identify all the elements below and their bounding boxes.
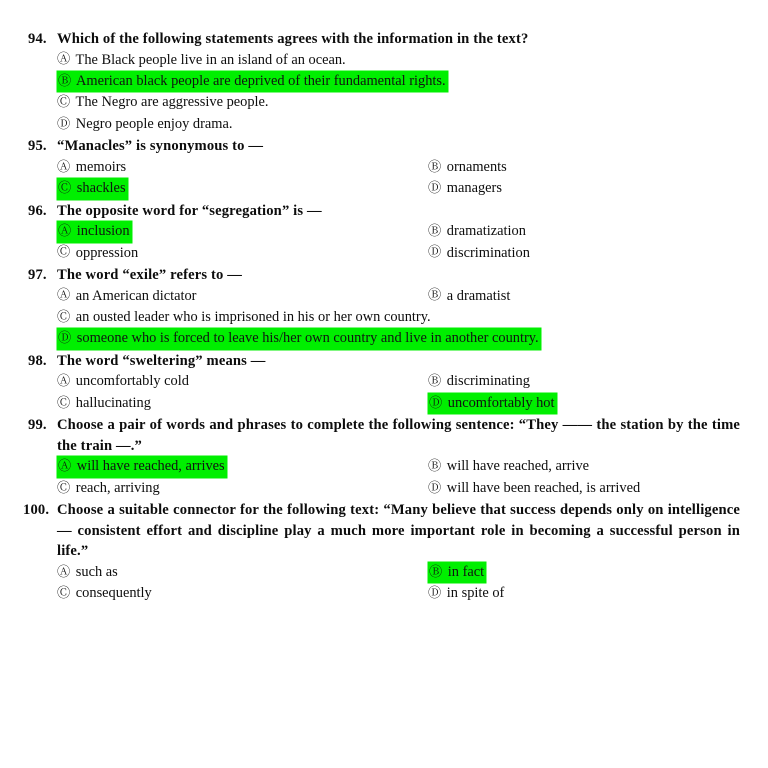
option-body xyxy=(428,562,486,583)
option-marker-icon: Ⓑ xyxy=(428,159,442,175)
question-text: Which of the following statements agrees with the information in the text? xyxy=(57,31,529,47)
option-marker-icon: Ⓑ xyxy=(428,459,442,475)
option-body xyxy=(428,456,590,477)
question-heading xyxy=(28,136,740,157)
option-marker-icon: Ⓒ xyxy=(57,480,71,496)
option-label: in fact xyxy=(447,564,485,581)
option-row xyxy=(57,478,740,499)
option-label: such as xyxy=(75,564,118,581)
option-row xyxy=(57,92,740,113)
option-body xyxy=(428,583,505,604)
option-row xyxy=(57,243,740,264)
option-d[interactable] xyxy=(428,243,531,264)
option-d[interactable] xyxy=(428,583,505,604)
option-marker-icon: Ⓓ xyxy=(428,586,442,602)
option-row xyxy=(57,178,740,199)
question-heading xyxy=(28,201,740,222)
option-d[interactable] xyxy=(57,114,740,135)
question-text: Choose a suitable connector for the following text: “Many believe that success depends only on intelligence — consistent effort and discipline play a much more important role in becoming a successful person in life.” xyxy=(57,502,740,560)
option-label: will have been reached, is arrived xyxy=(446,479,641,496)
option-body xyxy=(57,71,448,92)
option-body xyxy=(57,243,139,264)
option-label: a dramatist xyxy=(446,287,511,304)
question-text: The opposite word for “segregation” is — xyxy=(57,202,322,219)
option-marker-icon: Ⓑ xyxy=(58,73,72,89)
option-label: uncomfortably hot xyxy=(447,394,555,411)
option-c[interactable] xyxy=(57,583,428,604)
option-row xyxy=(57,71,740,92)
option-body xyxy=(428,478,641,499)
option-b[interactable] xyxy=(428,562,486,583)
question-block xyxy=(28,201,740,264)
question-list xyxy=(23,29,740,606)
option-row xyxy=(57,456,740,477)
option-marker-icon: Ⓑ xyxy=(428,223,442,239)
option-marker-icon: Ⓒ xyxy=(58,180,72,196)
option-group xyxy=(28,221,740,264)
option-label: oppression xyxy=(75,244,139,261)
question-block xyxy=(28,351,740,414)
option-body xyxy=(57,562,119,583)
option-marker-icon: Ⓐ xyxy=(57,288,71,304)
option-body xyxy=(428,221,527,242)
question-block xyxy=(23,500,740,605)
option-body xyxy=(57,371,190,392)
option-b[interactable] xyxy=(428,456,590,477)
option-body xyxy=(57,221,132,242)
option-marker-icon: Ⓑ xyxy=(428,288,442,304)
option-c[interactable] xyxy=(57,178,428,199)
question-number: 99. xyxy=(28,417,47,434)
option-c[interactable] xyxy=(57,478,428,499)
question-block xyxy=(28,415,740,499)
option-row xyxy=(57,562,740,583)
option-c[interactable] xyxy=(57,307,740,328)
option-label: discrimination xyxy=(446,244,530,261)
question-text: “Manacles” is synonymous to — xyxy=(57,138,264,155)
question-number: 98. xyxy=(28,352,47,369)
option-marker-icon: Ⓒ xyxy=(57,395,71,411)
option-label: shackles xyxy=(76,180,126,197)
option-group xyxy=(28,157,740,200)
option-label: inclusion xyxy=(76,223,130,240)
question-number: 97. xyxy=(28,267,47,284)
option-group xyxy=(28,371,740,414)
option-c[interactable] xyxy=(57,393,428,414)
option-body xyxy=(428,157,508,178)
question-text: The word “exile” refers to — xyxy=(57,267,242,284)
option-d[interactable] xyxy=(57,328,740,349)
option-a[interactable] xyxy=(57,221,428,242)
option-body xyxy=(57,157,127,178)
option-c[interactable] xyxy=(57,92,740,113)
question-number: 96. xyxy=(28,202,47,219)
option-label: consequently xyxy=(75,585,152,602)
question-heading xyxy=(28,351,740,372)
option-a[interactable] xyxy=(57,562,428,583)
option-marker-icon: Ⓑ xyxy=(429,564,443,580)
option-body xyxy=(57,328,541,349)
option-d[interactable] xyxy=(428,393,557,414)
option-marker-icon: Ⓐ xyxy=(57,52,71,68)
option-body xyxy=(57,456,227,477)
option-a[interactable] xyxy=(57,50,740,71)
option-label: The Negro are aggressive people. xyxy=(75,94,269,111)
option-marker-icon: Ⓐ xyxy=(57,564,71,580)
option-row xyxy=(57,328,740,349)
question-heading xyxy=(28,265,740,286)
option-body xyxy=(57,393,152,414)
option-group xyxy=(28,562,740,605)
option-label: Negro people enjoy drama. xyxy=(75,115,233,132)
question-block xyxy=(28,29,740,135)
option-group xyxy=(28,50,740,136)
option-a[interactable] xyxy=(57,456,428,477)
question-number: 95. xyxy=(28,138,47,155)
option-body xyxy=(428,286,511,307)
option-row xyxy=(57,286,740,307)
option-marker-icon: Ⓑ xyxy=(428,374,442,390)
question-text: Choose a pair of words and phrases to complete the following sentence: “They —— the station by the time the train —.” xyxy=(57,417,740,454)
option-label: memoirs xyxy=(75,158,127,175)
option-label: an American dictator xyxy=(75,287,197,304)
option-label: The Black people live in an island of an ocean. xyxy=(75,51,346,68)
option-row xyxy=(57,583,740,604)
option-row xyxy=(57,221,740,242)
option-label: an ousted leader who is imprisoned in his or her own country. xyxy=(75,309,431,326)
option-marker-icon: Ⓐ xyxy=(57,374,71,390)
option-body xyxy=(57,114,233,135)
option-group xyxy=(28,286,740,350)
option-row xyxy=(57,371,740,392)
option-body xyxy=(428,243,531,264)
option-marker-icon: Ⓐ xyxy=(58,459,72,475)
option-row xyxy=(57,114,740,135)
option-row xyxy=(57,393,740,414)
question-text: The word “sweltering” means — xyxy=(57,352,266,369)
option-d[interactable] xyxy=(428,178,503,199)
question-heading xyxy=(28,29,740,50)
option-label: in spite of xyxy=(446,585,505,602)
option-body xyxy=(57,50,347,71)
question-number: 94. xyxy=(28,31,47,47)
option-label: someone who is forced to leave his/her own country and live in another country. xyxy=(76,330,539,347)
option-b[interactable] xyxy=(428,371,531,392)
option-label: dramatization xyxy=(446,223,526,240)
option-marker-icon: Ⓓ xyxy=(58,331,72,347)
option-label: uncomfortably cold xyxy=(75,373,189,390)
option-a[interactable] xyxy=(57,371,428,392)
option-body xyxy=(57,478,161,499)
option-group xyxy=(28,456,740,499)
option-b[interactable] xyxy=(428,221,527,242)
question-heading xyxy=(23,500,740,562)
option-body xyxy=(428,371,531,392)
option-c[interactable] xyxy=(57,243,428,264)
option-label: discriminating xyxy=(446,373,530,390)
option-label: managers xyxy=(446,180,502,197)
option-body xyxy=(57,92,270,113)
option-body xyxy=(428,393,557,414)
option-label: ornaments xyxy=(446,158,507,175)
question-block xyxy=(28,265,740,350)
option-body xyxy=(57,286,197,307)
option-marker-icon: Ⓐ xyxy=(57,159,71,175)
option-label: American black people are deprived of their fundamental rights. xyxy=(76,73,446,89)
option-marker-icon: Ⓒ xyxy=(57,309,71,325)
option-body xyxy=(428,178,503,199)
option-marker-icon: Ⓓ xyxy=(428,480,442,496)
option-marker-icon: Ⓓ xyxy=(57,116,71,132)
option-body xyxy=(57,583,153,604)
option-d[interactable] xyxy=(428,478,641,499)
question-block xyxy=(28,136,740,199)
option-marker-icon: Ⓓ xyxy=(428,245,442,261)
option-b[interactable] xyxy=(57,71,740,92)
option-b[interactable] xyxy=(428,286,511,307)
option-marker-icon: Ⓐ xyxy=(58,223,72,239)
option-label: will have reached, arrives xyxy=(76,458,225,475)
option-label: hallucinating xyxy=(75,394,151,411)
option-marker-icon: Ⓓ xyxy=(429,395,443,411)
option-marker-icon: Ⓒ xyxy=(57,586,71,602)
option-label: will have reached, arrive xyxy=(446,458,590,475)
option-marker-icon: Ⓒ xyxy=(57,245,71,261)
option-body xyxy=(57,178,128,199)
option-body xyxy=(57,307,432,328)
option-a[interactable] xyxy=(57,286,428,307)
option-marker-icon: Ⓒ xyxy=(57,95,71,111)
question-number: 100. xyxy=(23,502,50,519)
option-a[interactable] xyxy=(57,157,428,178)
option-label: reach, arriving xyxy=(75,479,160,496)
question-heading xyxy=(28,415,740,456)
option-row xyxy=(57,50,740,71)
option-marker-icon: Ⓓ xyxy=(428,180,442,196)
option-row xyxy=(57,307,740,328)
option-b[interactable] xyxy=(428,157,508,178)
option-row xyxy=(57,157,740,178)
